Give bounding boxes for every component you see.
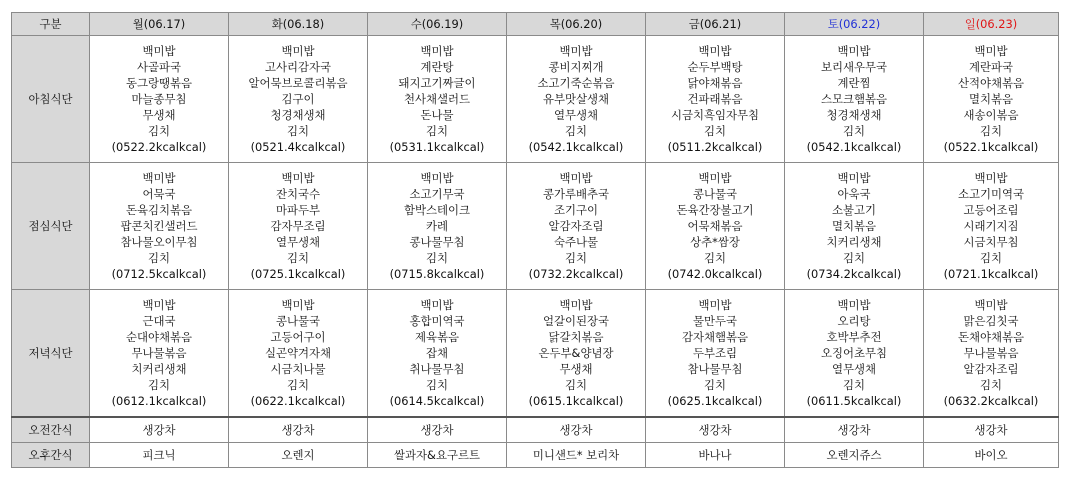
calorie-total: (0521.4kcalkcal) bbox=[250, 140, 346, 154]
menu-item: 멸치볶음 bbox=[968, 92, 1013, 106]
menu-item: 잡채 bbox=[425, 346, 448, 360]
menu-item: 바이오 bbox=[974, 448, 1008, 462]
menu-row-breakfast bbox=[12, 36, 1059, 163]
calorie-total: (0732.2kcalkcal) bbox=[528, 267, 624, 281]
menu-item: 김치 bbox=[286, 124, 309, 138]
menu-item: 오렌지쥬스 bbox=[826, 448, 882, 462]
menu-item: 바나나 bbox=[698, 448, 732, 462]
menu-cell-breakfast-sun bbox=[924, 36, 1059, 163]
menu-item: 건파래볶음 bbox=[687, 92, 743, 106]
menu-cell-afternoon-snack-fri bbox=[646, 443, 785, 468]
menu-item: 콩나물국 bbox=[275, 314, 320, 328]
menu-cell-afternoon-snack-sat bbox=[785, 443, 924, 468]
menu-item: 팝콘치킨샐러드 bbox=[120, 219, 198, 233]
menu-item: 알감자조림 bbox=[963, 362, 1019, 376]
menu-item: 시금치나물 bbox=[270, 362, 326, 376]
menu-cell-breakfast-tue bbox=[229, 36, 368, 163]
weekly-menu-table bbox=[11, 12, 1059, 468]
day-header-thu: 목(06.20) bbox=[507, 13, 646, 36]
menu-item: 계란탕 bbox=[420, 60, 454, 74]
menu-item: 근대국 bbox=[142, 314, 176, 328]
menu-item: 김치 bbox=[147, 251, 170, 265]
menu-item: 소고기죽순볶음 bbox=[537, 76, 615, 90]
menu-item: 김치 bbox=[979, 378, 1002, 392]
menu-item: 김치 bbox=[425, 251, 448, 265]
menu-item: 김치 bbox=[703, 124, 726, 138]
menu-item: 계란파국 bbox=[968, 60, 1013, 74]
menu-item: 생강차 bbox=[974, 423, 1008, 437]
menu-cell-dinner-tue bbox=[229, 290, 368, 418]
menu-item: 유부맛살생채 bbox=[542, 92, 610, 106]
calorie-total: (0522.2kcalkcal) bbox=[111, 140, 207, 154]
menu-item: 김치 bbox=[425, 124, 448, 138]
menu-item: 백미밥 bbox=[698, 171, 732, 185]
day-header-sun: 일(06.23) bbox=[924, 13, 1059, 36]
menu-item: 어묵채볶음 bbox=[687, 219, 743, 233]
calorie-total: (0725.1kcalkcal) bbox=[250, 267, 346, 281]
menu-item: 물만두국 bbox=[692, 314, 737, 328]
menu-item: 시금치무침 bbox=[963, 235, 1019, 249]
menu-cell-morning-snack-tue bbox=[229, 417, 368, 443]
menu-item: 돈육간장불고기 bbox=[676, 203, 754, 217]
day-header-tue: 화(06.18) bbox=[229, 13, 368, 36]
row-label-afternoon-snack: 오후간식 bbox=[12, 443, 90, 468]
day-header-sat: 토(06.22) bbox=[785, 13, 924, 36]
menu-cell-lunch-wed bbox=[368, 163, 507, 290]
menu-item: 숙주나물 bbox=[553, 235, 598, 249]
menu-item: 백미밥 bbox=[837, 171, 871, 185]
menu-item: 백미밥 bbox=[974, 44, 1008, 58]
menu-item: 순대야채볶음 bbox=[125, 330, 193, 344]
menu-item: 맑은김칫국 bbox=[963, 314, 1019, 328]
menu-item: 백미밥 bbox=[559, 44, 593, 58]
menu-item: 피크닉 bbox=[142, 448, 176, 462]
menu-item: 오렌지 bbox=[281, 448, 315, 462]
menu-item: 함박스테이크 bbox=[403, 203, 471, 217]
menu-item: 김치 bbox=[286, 251, 309, 265]
menu-row-lunch bbox=[12, 163, 1059, 290]
menu-row-afternoon-snack bbox=[12, 443, 1059, 468]
menu-item: 백미밥 bbox=[142, 298, 176, 312]
menu-item: 보리새우무국 bbox=[820, 60, 888, 74]
row-label-breakfast: 아침식단 bbox=[12, 36, 90, 163]
menu-item: 콩가루배추국 bbox=[542, 187, 610, 201]
calorie-total: (0511.2kcalkcal) bbox=[667, 140, 763, 154]
menu-item: 알감자조림 bbox=[548, 219, 604, 233]
menu-item: 고등어조림 bbox=[963, 203, 1019, 217]
calorie-total: (0742.0kcalkcal) bbox=[667, 267, 763, 281]
menu-cell-afternoon-snack-tue bbox=[229, 443, 368, 468]
menu-item: 백미밥 bbox=[142, 171, 176, 185]
menu-row-morning-snack bbox=[12, 417, 1059, 443]
menu-item: 콩나물무침 bbox=[409, 235, 465, 249]
calorie-total: (0612.1kcalkcal) bbox=[111, 394, 207, 408]
row-label-morning-snack: 오전간식 bbox=[12, 417, 90, 443]
menu-item: 돈육김치볶음 bbox=[125, 203, 193, 217]
menu-cell-morning-snack-wed bbox=[368, 417, 507, 443]
menu-item: 알어묵브로콜리볶음 bbox=[248, 76, 348, 90]
menu-item: 백미밥 bbox=[698, 44, 732, 58]
menu-item: 제육볶음 bbox=[414, 330, 459, 344]
menu-item: 천사채샐러드 bbox=[403, 92, 471, 106]
calorie-total: (0611.5kcalkcal) bbox=[806, 394, 902, 408]
menu-row-dinner bbox=[12, 290, 1059, 418]
menu-item: 김치 bbox=[842, 251, 865, 265]
calorie-total: (0614.5kcalkcal) bbox=[389, 394, 485, 408]
menu-item: 시금치흑임자무침 bbox=[670, 108, 760, 122]
menu-item: 김치 bbox=[564, 378, 587, 392]
menu-item: 조기구이 bbox=[553, 203, 598, 217]
menu-item: 생강차 bbox=[281, 423, 315, 437]
menu-item: 김치 bbox=[979, 124, 1002, 138]
menu-item: 백미밥 bbox=[281, 171, 315, 185]
menu-item: 스모크햄볶음 bbox=[820, 92, 888, 106]
menu-cell-morning-snack-mon bbox=[90, 417, 229, 443]
menu-item: 김치 bbox=[842, 378, 865, 392]
menu-item: 백미밥 bbox=[837, 298, 871, 312]
menu-item: 오리탕 bbox=[837, 314, 871, 328]
menu-item: 콩나물국 bbox=[692, 187, 737, 201]
menu-item: 순두부백탕 bbox=[687, 60, 743, 74]
menu-item: 백미밥 bbox=[420, 298, 454, 312]
day-header-mon: 월(06.17) bbox=[90, 13, 229, 36]
menu-item: 김치 bbox=[979, 251, 1002, 265]
menu-cell-breakfast-thu bbox=[507, 36, 646, 163]
menu-cell-lunch-sat bbox=[785, 163, 924, 290]
menu-item: 김치 bbox=[147, 378, 170, 392]
row-label-dinner: 저녁식단 bbox=[12, 290, 90, 418]
menu-item: 치커리생채 bbox=[826, 235, 882, 249]
menu-item: 상추*쌈장 bbox=[690, 235, 740, 249]
menu-item: 닭야채볶음 bbox=[687, 76, 743, 90]
menu-item: 백미밥 bbox=[698, 298, 732, 312]
calorie-total: (0522.1kcalkcal) bbox=[943, 140, 1039, 154]
menu-item: 열무생채 bbox=[553, 108, 598, 122]
calorie-total: (0734.2kcalkcal) bbox=[806, 267, 902, 281]
row-label-lunch: 점심식단 bbox=[12, 163, 90, 290]
menu-item: 무생채 bbox=[142, 108, 176, 122]
menu-item: 청경채생채 bbox=[270, 108, 326, 122]
menu-item: 백미밥 bbox=[559, 298, 593, 312]
menu-item: 김치 bbox=[842, 124, 865, 138]
menu-item: 무나물볶음 bbox=[963, 346, 1019, 360]
menu-item: 생강차 bbox=[142, 423, 176, 437]
menu-item: 백미밥 bbox=[420, 171, 454, 185]
menu-item: 동그랑땡볶음 bbox=[125, 76, 193, 90]
menu-item: 김치 bbox=[425, 378, 448, 392]
menu-item: 참나물무침 bbox=[687, 362, 743, 376]
menu-item: 소고기무국 bbox=[409, 187, 465, 201]
menu-item: 무나물볶음 bbox=[131, 346, 187, 360]
menu-item: 호박부추전 bbox=[826, 330, 882, 344]
menu-item: 마파두부 bbox=[275, 203, 320, 217]
menu-cell-morning-snack-thu bbox=[507, 417, 646, 443]
menu-item: 백미밥 bbox=[837, 44, 871, 58]
menu-item: 백미밥 bbox=[142, 44, 176, 58]
menu-item: 무생채 bbox=[559, 362, 593, 376]
menu-item: 김치 bbox=[564, 124, 587, 138]
menu-item: 백미밥 bbox=[420, 44, 454, 58]
menu-cell-afternoon-snack-mon bbox=[90, 443, 229, 468]
calorie-total: (0625.1kcalkcal) bbox=[667, 394, 763, 408]
menu-item: 산적야채볶음 bbox=[957, 76, 1025, 90]
header-row bbox=[12, 13, 1059, 36]
menu-item: 감자무조림 bbox=[270, 219, 326, 233]
menu-item: 소불고기 bbox=[831, 203, 876, 217]
menu-cell-breakfast-mon bbox=[90, 36, 229, 163]
menu-item: 카레 bbox=[425, 219, 448, 233]
menu-item: 생강차 bbox=[559, 423, 593, 437]
menu-item: 홍합미역국 bbox=[409, 314, 465, 328]
menu-cell-lunch-mon bbox=[90, 163, 229, 290]
menu-item: 백미밥 bbox=[281, 298, 315, 312]
menu-item: 김치 bbox=[286, 378, 309, 392]
menu-cell-dinner-mon bbox=[90, 290, 229, 418]
menu-item: 열무생채 bbox=[275, 235, 320, 249]
menu-item: 김치 bbox=[147, 124, 170, 138]
calorie-total: (0632.2kcalkcal) bbox=[943, 394, 1039, 408]
menu-item: 멸치볶음 bbox=[831, 219, 876, 233]
menu-cell-dinner-thu bbox=[507, 290, 646, 418]
menu-cell-lunch-thu bbox=[507, 163, 646, 290]
menu-cell-dinner-sat bbox=[785, 290, 924, 418]
menu-cell-morning-snack-sat bbox=[785, 417, 924, 443]
menu-cell-breakfast-wed bbox=[368, 36, 507, 163]
category-header: 구분 bbox=[12, 13, 90, 36]
calorie-total: (0715.8kcalkcal) bbox=[389, 267, 485, 281]
menu-item: 백미밥 bbox=[281, 44, 315, 58]
menu-cell-morning-snack-fri bbox=[646, 417, 785, 443]
menu-item: 고등어구이 bbox=[270, 330, 326, 344]
menu-cell-lunch-sun bbox=[924, 163, 1059, 290]
menu-item: 김치 bbox=[564, 251, 587, 265]
menu-item: 아욱국 bbox=[837, 187, 871, 201]
menu-item: 쌀과자&요구르트 bbox=[394, 448, 480, 462]
menu-item: 김구이 bbox=[281, 92, 315, 106]
calorie-total: (0542.1kcalkcal) bbox=[528, 140, 624, 154]
menu-item: 잔치국수 bbox=[275, 187, 320, 201]
calorie-total: (0721.1kcalkcal) bbox=[943, 267, 1039, 281]
calorie-total: (0542.1kcalkcal) bbox=[806, 140, 902, 154]
menu-item: 두부조림 bbox=[692, 346, 737, 360]
menu-item: 열무생채 bbox=[831, 362, 876, 376]
menu-item: 소고기미역국 bbox=[957, 187, 1025, 201]
menu-cell-afternoon-snack-wed bbox=[368, 443, 507, 468]
menu-cell-dinner-fri bbox=[646, 290, 785, 418]
menu-item: 생강차 bbox=[420, 423, 454, 437]
menu-cell-breakfast-fri bbox=[646, 36, 785, 163]
calorie-total: (0622.1kcalkcal) bbox=[250, 394, 346, 408]
menu-cell-dinner-sun bbox=[924, 290, 1059, 418]
menu-item: 돈채야채볶음 bbox=[957, 330, 1025, 344]
menu-item: 사골파국 bbox=[136, 60, 181, 74]
menu-item: 김치 bbox=[703, 378, 726, 392]
day-header-fri: 금(06.21) bbox=[646, 13, 785, 36]
menu-cell-breakfast-sat bbox=[785, 36, 924, 163]
menu-item: 콩비지찌개 bbox=[548, 60, 604, 74]
calorie-total: (0712.5kcalkcal) bbox=[111, 267, 207, 281]
menu-item: 돼지고기짜글이 bbox=[398, 76, 476, 90]
menu-item: 미니샌드* 보리차 bbox=[532, 448, 620, 462]
menu-item: 취나물무침 bbox=[409, 362, 465, 376]
menu-cell-lunch-tue bbox=[229, 163, 368, 290]
menu-item: 생강차 bbox=[837, 423, 871, 437]
menu-cell-dinner-wed bbox=[368, 290, 507, 418]
menu-item: 닭갈치볶음 bbox=[548, 330, 604, 344]
menu-item: 고사리감자국 bbox=[264, 60, 332, 74]
menu-item: 돈나물 bbox=[420, 108, 454, 122]
menu-item: 감자채햄볶음 bbox=[681, 330, 749, 344]
day-header-wed: 수(06.19) bbox=[368, 13, 507, 36]
menu-item: 참나물오이무침 bbox=[120, 235, 198, 249]
menu-item: 오징어초무침 bbox=[820, 346, 888, 360]
menu-item: 김치 bbox=[703, 251, 726, 265]
menu-item: 백미밥 bbox=[974, 171, 1008, 185]
menu-item: 새송이볶음 bbox=[963, 108, 1019, 122]
menu-item: 청경채생채 bbox=[826, 108, 882, 122]
menu-cell-morning-snack-sun bbox=[924, 417, 1059, 443]
menu-cell-lunch-fri bbox=[646, 163, 785, 290]
menu-item: 계란찜 bbox=[837, 76, 871, 90]
calorie-total: (0615.1kcalkcal) bbox=[528, 394, 624, 408]
menu-item: 시래기지짐 bbox=[963, 219, 1019, 233]
menu-cell-afternoon-snack-sun bbox=[924, 443, 1059, 468]
calorie-total: (0531.1kcalkcal) bbox=[389, 140, 485, 154]
menu-item: 마늘종무침 bbox=[131, 92, 187, 106]
menu-item: 백미밥 bbox=[974, 298, 1008, 312]
menu-item: 생강차 bbox=[698, 423, 732, 437]
menu-item: 얼갈이된장국 bbox=[542, 314, 610, 328]
menu-item: 치커리생채 bbox=[131, 362, 187, 376]
menu-item: 실곤약겨자채 bbox=[264, 346, 332, 360]
menu-item: 백미밥 bbox=[559, 171, 593, 185]
menu-item: 온두부&양념장 bbox=[538, 346, 614, 360]
menu-cell-afternoon-snack-thu bbox=[507, 443, 646, 468]
menu-item: 어묵국 bbox=[142, 187, 176, 201]
